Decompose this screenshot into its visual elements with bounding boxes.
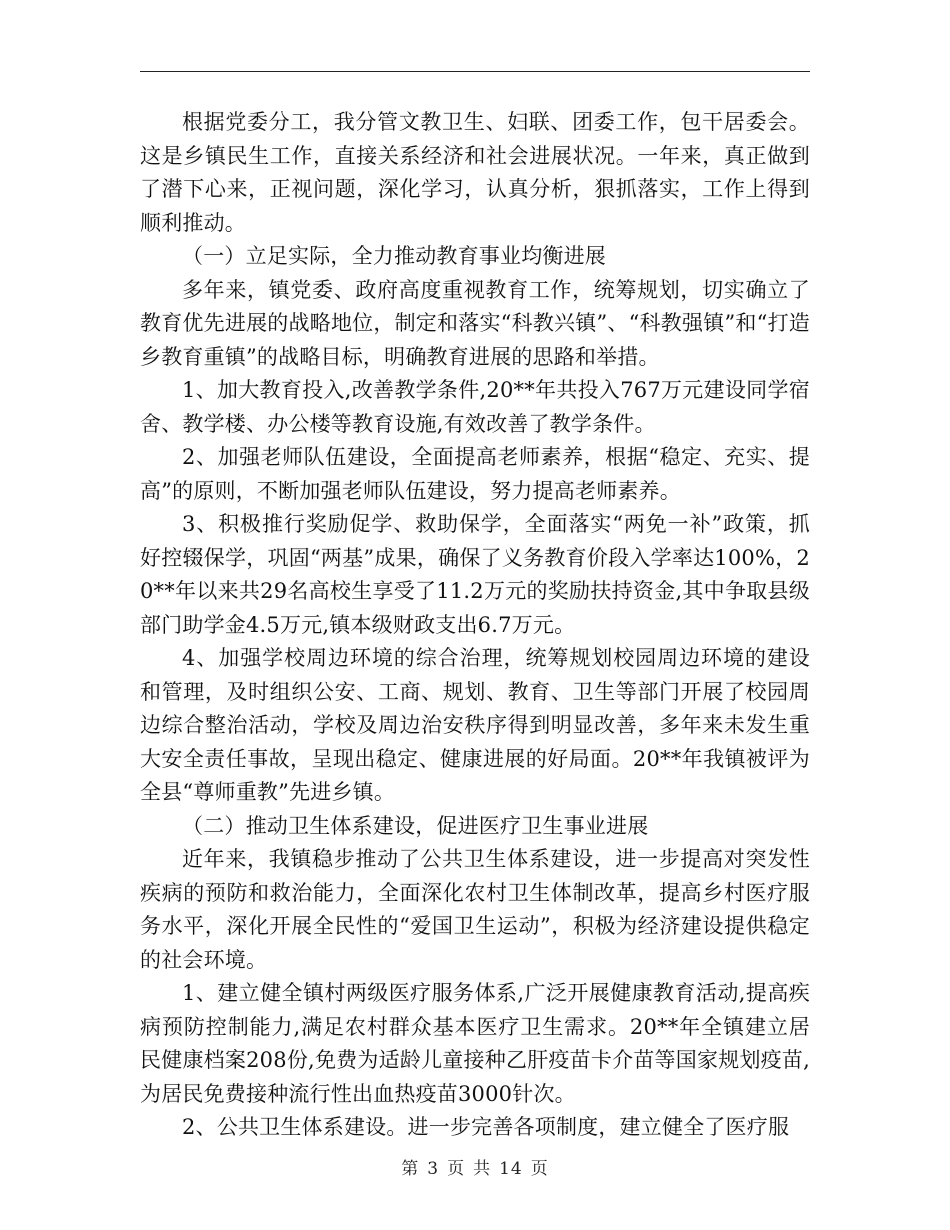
paragraph-intro: 根据党委分工，我分管文教卫生、妇联、团委工作，包干居委会。这是乡镇民生工作，直接关系经济和社会进展状况。一年来，真正做到了潜下心来，正视问题，深化学习，认真分析，狠抓落实，工作上得到顺利推动。: [140, 110, 810, 235]
footer-page-number: 3: [427, 1159, 440, 1179]
paragraph-education-item-3: 3、积极推行奖励促学、救助保学，全面落实“两免一补”政策，抓好控辍保学，巩固“两基”成果，确保了义务教育价段入学率达100%，20**年以来共29名高校生享受了11.2万元的奖励扶持资金,其中争取县级部门助学金4.5万元,镇本级财政支出6.7万元。: [140, 512, 810, 637]
paragraph-health-overview: 近年来，我镇稳步推动了公共卫生体系建设，进一步提高对突发性疾病的预防和救治能力，全面深化农村卫生体制改革，提高乡村医疗服务水平，深化开展全民性的“爱国卫生运动”，积极为经济建设提供稳定的社会环境。: [140, 847, 810, 972]
paragraph-education-item-4: 4、加强学校周边环境的综合治理，统筹规划校园周边环境的建设和管理，及时组织公安、工商、规划、教育、卫生等部门开展了校园周边综合整治活动，学校及周边治安秩序得到明显改善，多年来未发生重大安全责任事故，呈现出稳定、健康进展的好局面。20**年我镇被评为全县“尊师重教”先进乡镇。: [140, 646, 810, 804]
footer-total-label: 共: [473, 1159, 492, 1179]
paragraph-education-overview: 多年来，镇党委、政府高度重视教育工作，统筹规划，切实确立了教育优先进展的战略地位，制定和落实“科教兴镇”、“科教强镇”和“打造乡教育重镇”的战略目标，明确教育进展的思路和举措。: [140, 277, 810, 369]
paragraph-education-item-2: 2、加强老师队伍建设，全面提高老师素养，根据“稳定、充实、提高”的原则，不断加强老师队伍建设，努力提高老师素养。: [140, 445, 810, 503]
paragraph-health-item-2: 2、公共卫生体系建设。进一步完善各项制度，建立健全了医疗服: [182, 1115, 790, 1139]
section-heading-health: （二）推动卫生体系建设，促进医疗卫生事业进展: [182, 813, 649, 838]
footer-total-pages: 14: [499, 1159, 523, 1179]
footer-suffix: 页: [530, 1159, 549, 1179]
header-rule: [140, 71, 810, 72]
document-body: [140, 106, 810, 1145]
footer-page-label: 页: [447, 1159, 466, 1179]
paragraph-education-item-1: 1、加大教育投入,改善教学条件,20**年共投入767万元建设同学宿舍、教学楼、办公楼等教育设施,有效改善了教学条件。: [140, 378, 810, 436]
paragraph-health-item-1: 1、建立健全镇村两级医疗服务体系,广泛开展健康教育活动,提高疾病预防控制能力,满足农村群众基本医疗卫生需求。20**年全镇建立居民健康档案208份,免费为适龄儿童接种乙肝疫苗卡介苗等国家规划疫苗,为居民免费接种流行性出血热疫苗3000针次。: [140, 981, 810, 1106]
page-footer: [0, 1154, 950, 1179]
section-heading-education: （一）立足实际，全力推动教育事业均衡进展: [182, 244, 606, 268]
footer-prefix: 第: [401, 1159, 420, 1179]
